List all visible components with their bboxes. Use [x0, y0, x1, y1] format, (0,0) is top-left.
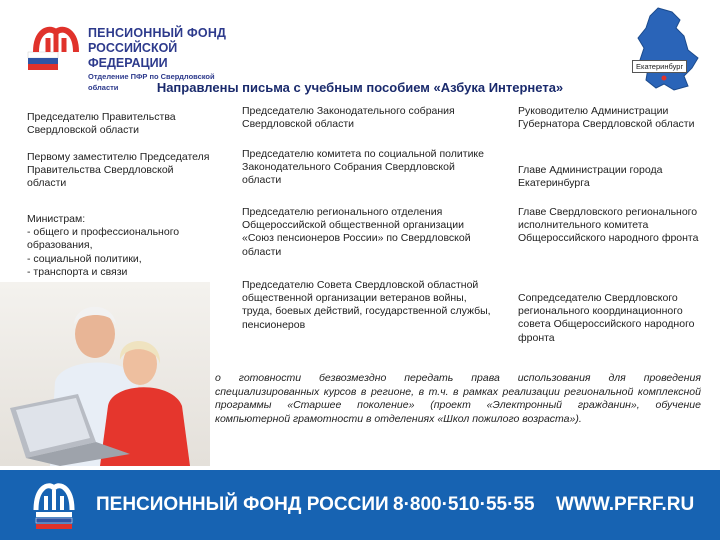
recipient-c3-2: Главе Администрации города Екатеринбурга — [518, 164, 663, 190]
recipient-c2-3: Председателю регионального отделения Общероссийской общественной организации «Союз пенсионеров России» по Свердловской области — [242, 206, 471, 258]
pfr-emblem-icon — [30, 476, 78, 530]
recipient-c1-3: Министрам: - общего и профессионального образования, - социальной политики, - транспорта и связи — [27, 213, 180, 278]
recipient-c1-1: Председателю Правительства Свердловской области — [27, 111, 176, 137]
pfr-logo — [26, 22, 246, 92]
recipient-c2-1: Председателю Законодательного собрания Свердловской области — [242, 105, 455, 131]
recipient-c3-1: Руководителю Администрации Губернатора Свердловской области — [518, 105, 695, 131]
logo-title-line1: ПЕНСИОННЫЙ ФОНД — [88, 26, 227, 40]
logo-subtitle: Отделение ПФР по Свердловской области — [88, 72, 215, 92]
logo-title-line2: РОССИЙСКОЙ ФЕДЕРАЦИИ — [88, 41, 178, 70]
map-city-label: Екатеринбург — [632, 60, 687, 73]
note-text: о готовности безвозмездно передать права использования для проведения специализированных курсов в регионе, в т.ч. в рамках реализации региональной комплексной программы «Старшее поколение» (проект «Электронный гражданин», обучение компьютерной грамотности в отделениях «Школ пожилого возраста»). — [215, 372, 701, 425]
pfr-emblem-icon — [26, 22, 84, 74]
page-title: Направлены письма с учебным пособием «Азбука Интернета» — [156, 80, 564, 95]
recipient-c3-4: Сопредседателю Свердловского регионального координационного совета Общероссийского народного фронта — [518, 292, 695, 344]
recipient-c1-2: Первому заместителю Председателя Правительства Свердловской области — [27, 151, 210, 190]
footer-phone: 8·800·510·55·55 — [393, 494, 535, 515]
footer-org-name: ПЕНСИОННЫЙ ФОНД РОССИИ — [96, 494, 389, 515]
recipient-c2-2: Председателю комитета по социальной политике Законодательного Собрания Свердловской области — [242, 148, 484, 187]
footer-website[interactable]: WWW.PFRF.RU — [556, 494, 695, 515]
recipient-c3-3: Главе Свердловского регионального исполнительного комитета Общероссийского народного фронта — [518, 206, 699, 245]
footer-bar — [0, 470, 720, 540]
recipient-c2-4: Председателю Совета Свердловской областной общественной организации ветеранов войны, труда, боевых действий, государственной службы, пенсионеров — [242, 279, 491, 331]
seniors-laptop-photo — [0, 282, 210, 466]
